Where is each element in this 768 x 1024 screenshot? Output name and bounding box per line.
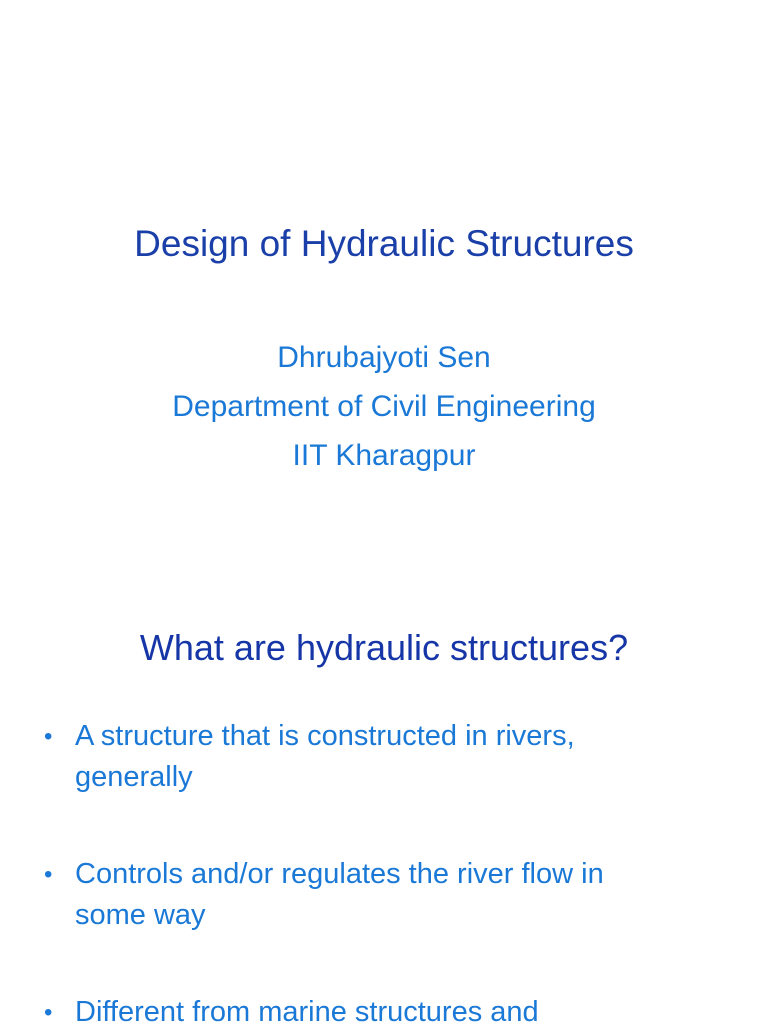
slide-title: Design of Hydraulic Structures (134, 223, 634, 264)
author-department: Department of Civil Engineering (172, 390, 596, 423)
slide-heading: What are hydraulic structures? (139, 627, 629, 668)
bullet-text-line-1: Controls and/or regulates the river flow in (75, 858, 604, 890)
author-block (0, 333, 768, 480)
bullet-text-line-1: A structure that is constructed in rivers, (75, 720, 575, 752)
bullet-text-line-2: some way (75, 899, 206, 931)
bullet-dot-icon: • (44, 999, 53, 1024)
bullet-list (0, 716, 768, 1024)
bullet-text-line-2: generally (75, 761, 193, 793)
bullet-item (0, 854, 768, 936)
bullet-text-line-1: Different from marine structures and (75, 996, 539, 1024)
content-slide (0, 600, 768, 1024)
bullet-dot-icon: • (44, 861, 53, 888)
author-institution: IIT Kharagpur (292, 439, 476, 472)
bullet-dot-icon: • (44, 723, 53, 750)
author-name: Dhrubajyoti Sen (277, 341, 491, 374)
bullet-item (0, 716, 768, 798)
bullet-item (0, 992, 768, 1024)
